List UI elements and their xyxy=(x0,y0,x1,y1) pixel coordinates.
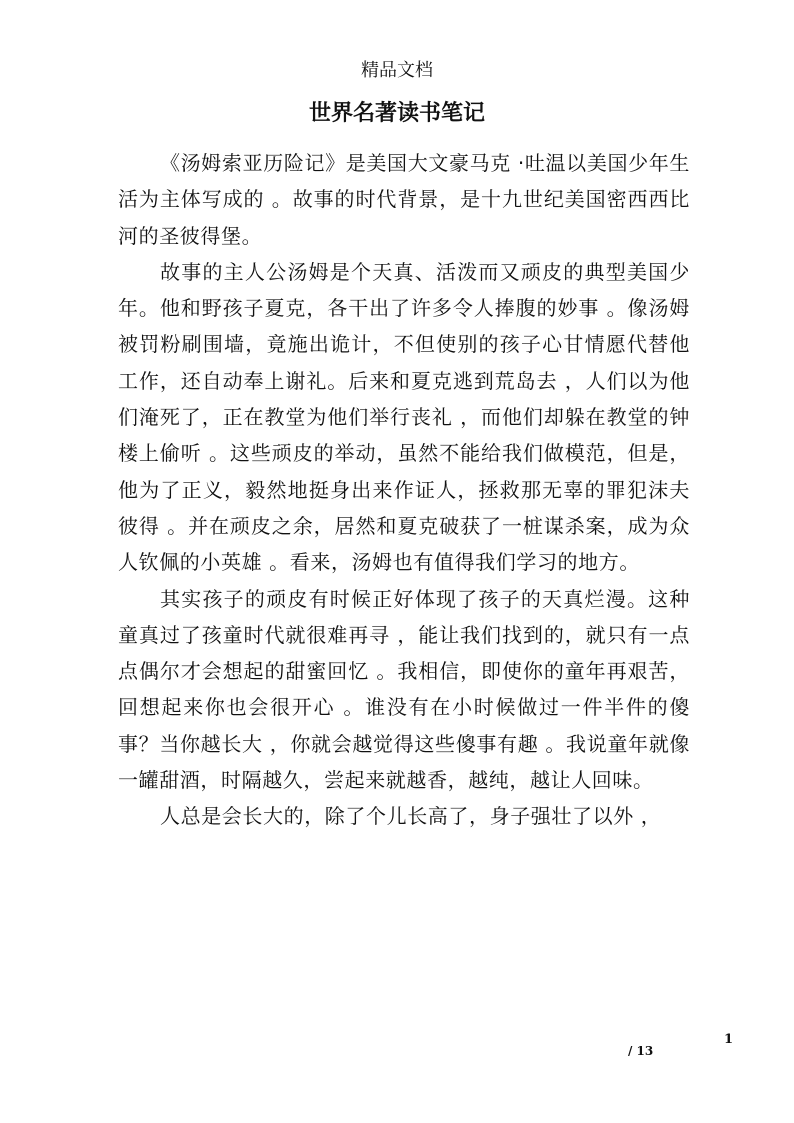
page-header-label: 精品文档 xyxy=(361,60,433,81)
page-number: 1 xyxy=(724,1032,734,1047)
page-total: / 13 xyxy=(628,1044,654,1058)
document-title: 世界名著读书笔记 xyxy=(308,101,485,126)
document-body xyxy=(118,145,690,835)
paragraph-intro: 《汤姆索亚历险记》是美国大文豪马克 ·吐温以美国少年生活为主体写成的 。故事的时代背景，是十九世纪美国密西西比河的圣彼得堡。 xyxy=(118,151,690,248)
paragraph-growing-up: 人总是会长大的，除了个儿长高了，身子强壮了以外 ， xyxy=(160,804,662,829)
paragraph-childhood: 其实孩子的顽皮有时候正好体现了孩子的天真烂漫。这种童真过了孩童时代就很难再寻 ，能让我们找到的，就只有一点点偶尔才会想起的甜蜜回忆 。我相信，即使你的童年再艰苦，回想起来你也会很开心 。谁没有在小时候做过一件半件的傻事？当你越长大 ，你就会越觉得这些傻事有趣 。我说童年就像一罐甜酒，时隔越久，尝起来就越香，越纯，越让人回味。 xyxy=(118,586,690,793)
paragraph-story: 故事的主人公汤姆是个天真、活泼而又顽皮的典型美国少年。他和野孩子夏克，各干出了许多令人捧腹的妙事 。像汤姆被罚粉刷围墙，竟施出诡计，不但使别的孩子心甘情愿代替他工作，还自动奉上谢礼。后来和夏克逃到荒岛去 ，人们以为他们淹死了，正在教堂为他们举行丧礼 ，而他们却躲在教堂的钟楼上偷听 。这些顽皮的举动，虽然不能给我们做模范，但是，他为了正义，毅然地挺身出来作证人，拯救那无辜的罪犯沫夫彼得 。并在顽皮之余，居然和夏克破获了一桩谋杀案，成为众人钦佩的小英雄 。看来，汤姆也有值得我们学习的地方。 xyxy=(118,259,690,575)
